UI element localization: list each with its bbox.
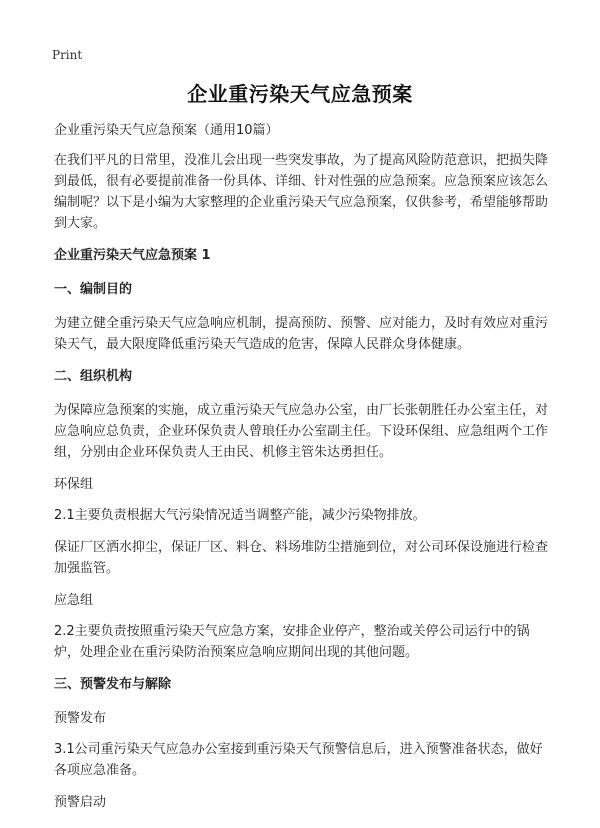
paragraph-purpose: 为建立健全重污染天气应急响应机制，提高预防、预警、应对能力，及时有效应对重污染天气，最大限度降低重污染天气造成的危害，保障人民群众身体健康。 <box>54 316 549 352</box>
warning-release-label: 预警发布 <box>54 711 107 726</box>
section-title: 企业重污染天气应急预案 1 <box>54 248 211 263</box>
heading-warning: 三、预警发布与解除 <box>54 677 172 692</box>
env-group-label: 环保组 <box>54 477 94 492</box>
page-title: 企业重污染天气应急预案 <box>187 82 413 106</box>
paragraph-2-1-detail: 保证厂区洒水抑尘，保证厂区、料仓、料场堆防尘措施到位，对公司环保设施进行检查加强监管。 <box>54 540 549 576</box>
paragraph-2-1: 2.1主要负责根据大气污染情况适当调整产能，减少污染物排放。 <box>54 508 426 523</box>
paragraph-organization: 为保障应急预案的实施，成立重污染天气应急办公室，由厂长张朝胜任办公室主任，对应急响应总负责，企业环保负责人曾琅任办公室副主任。下设环保组、应急组两个工作组，分别由企业环保负责人王由民、机修主管朱达勇担任。 <box>54 403 549 460</box>
paragraph-3-1: 3.1公司重污染天气应急办公室接到重污染天气预警信息后，进入预警准备状态，做好各项应急准备。 <box>54 742 543 778</box>
heading-organization: 二、组织机构 <box>54 369 133 384</box>
print-label[interactable]: Print <box>52 48 83 62</box>
warning-start-label: 预警启动 <box>54 795 107 810</box>
paragraph-2-2: 2.2主要负责按照重污染天气应急方案，安排企业停产，整治或关停公司运行中的锅炉，处理企业在重污染防治预案应急响应期间出现的其他问题。 <box>54 624 530 660</box>
intro-paragraph: 在我们平凡的日常里，没准儿会出现一些突发事故，为了提高风险防范意识，把损失降到最低，很有必要提前准备一份具体、详细、针对性强的应急预案。应急预案应该怎么编制呢？以下是小编为大家整理的企业重污染天气应急预案，仅供参考，希望能够帮助到大家。 <box>54 153 549 231</box>
document-body <box>54 120 548 823</box>
document-subtitle: 企业重污染天气应急预案（通用10篇） <box>54 123 279 138</box>
emergency-group-label: 应急组 <box>54 593 94 608</box>
heading-purpose: 一、编制目的 <box>54 282 133 297</box>
